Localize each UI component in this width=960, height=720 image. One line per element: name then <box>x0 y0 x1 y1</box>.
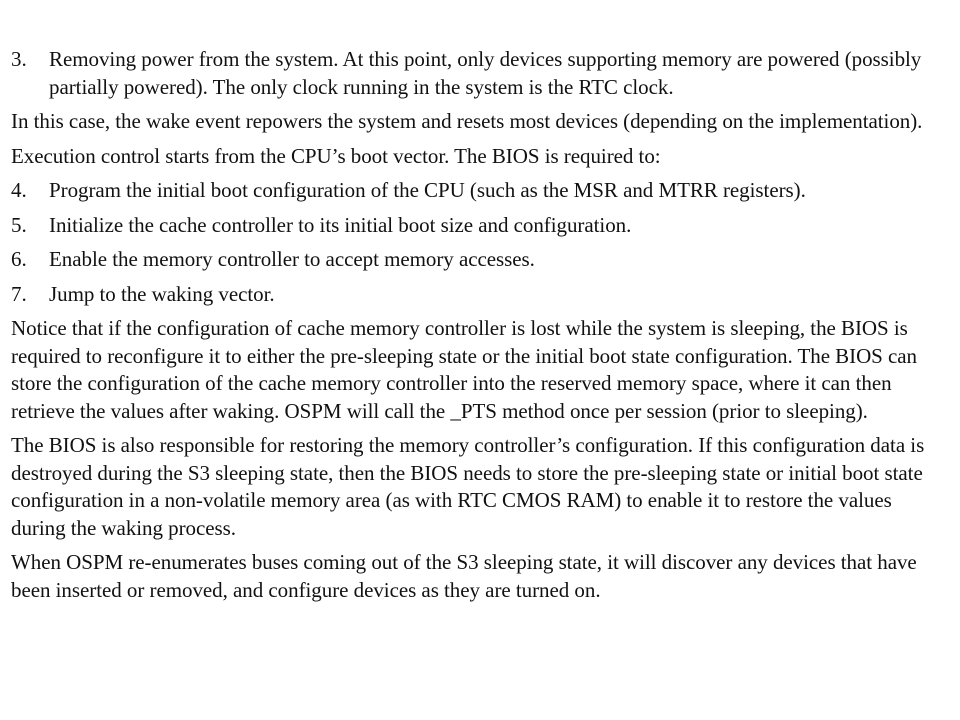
paragraph-memory-controller: The BIOS is also responsible for restoring the memory controller’s configuration. If this configuration data is destroyed during the S3 sleeping state, then the BIOS needs to store the pre-sleeping state or initial boot state configuration in a non-volatile memory area (as with RTC CMOS RAM) to enable it to restore the values during the waking process. <box>11 433 925 540</box>
list-item-4 <box>11 177 951 205</box>
list-item-5 <box>11 212 951 240</box>
list-number: 3. <box>11 47 27 71</box>
list-item-7 <box>11 281 951 309</box>
list-item-6 <box>11 246 951 274</box>
paragraph-cache-notice: Notice that if the configuration of cache memory controller is lost while the system is sleeping, the BIOS is required to reconfigure it to either the pre-sleeping state or the initial boot state configuration. The BIOS can store the configuration of the cache memory controller into the reserved memory space, where it can then retrieve the values after waking. OSPM will call the _PTS method once per session (prior to sleeping). <box>11 316 918 423</box>
list-text: Enable the memory controller to accept memory accesses. <box>49 247 535 271</box>
list-text: Initialize the cache controller to its initial boot size and configuration. <box>49 212 632 237</box>
list-number: 5. <box>11 212 27 237</box>
list-number: 6. <box>11 247 27 271</box>
list-number: 7. <box>11 281 27 306</box>
paragraph-ospm-enumeration: When OSPM re-enumerates buses coming out of the S3 sleeping state, it will discover any devices that have been inserted or removed, and configure devices as they are turned on. <box>11 550 917 602</box>
document-page <box>11 46 951 611</box>
list-text: Program the initial boot configuration of the CPU (such as the MSR and MTRR registers). <box>49 178 806 202</box>
list-item-3 <box>11 46 951 101</box>
paragraph-execution-control: Execution control starts from the CPU’s boot vector. The BIOS is required to: <box>11 143 661 168</box>
list-text: Jump to the waking vector. <box>49 281 275 306</box>
paragraph-wake-event: In this case, the wake event repowers the system and resets most devices (depending on the implementation). <box>11 109 923 133</box>
list-number: 4. <box>11 178 27 202</box>
list-text: Removing power from the system. At this point, only devices supporting memory are powered (possibly partially powered). The only clock running in the system is the RTC clock. <box>49 47 922 99</box>
